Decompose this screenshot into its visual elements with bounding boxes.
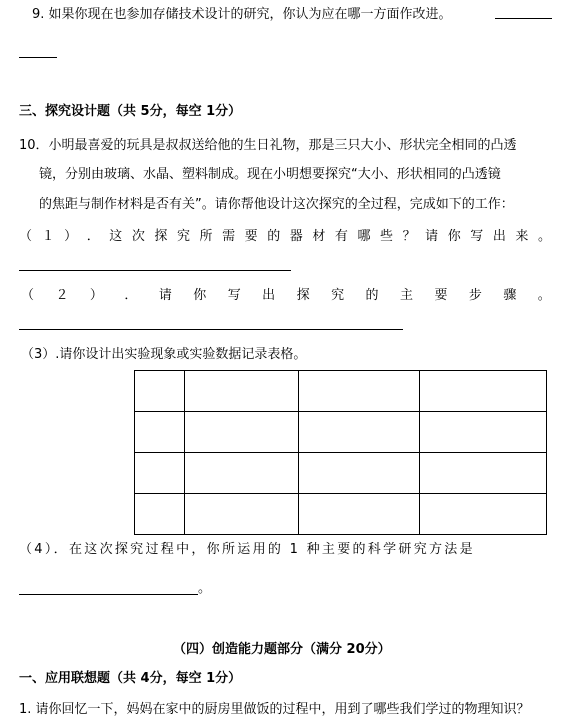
sub1-char: 要	[244, 229, 258, 244]
table-cell[interactable]	[135, 494, 185, 535]
table-row	[135, 453, 547, 494]
table-cell[interactable]	[420, 371, 547, 412]
table-cell[interactable]	[420, 494, 547, 535]
question-1-text: 1. 请你回忆一下，妈妈在家中的厨房里做饭的过程中，用到了哪些我们学过的物理知识？	[19, 702, 530, 717]
question-10-part-4: （4）．在这次探究过程中，你所运用的 1 种主要的科学研究方法是	[19, 542, 475, 557]
table-cell[interactable]	[299, 453, 420, 494]
sub1-char: 需	[222, 229, 236, 244]
table-cell[interactable]	[185, 453, 299, 494]
table-row	[135, 494, 547, 535]
sub2-char: 请	[158, 288, 172, 303]
table-cell[interactable]	[299, 371, 420, 412]
sub2-char: 骤	[503, 288, 517, 303]
sub1-char: （	[19, 229, 33, 244]
sub2-char: 步	[468, 288, 482, 303]
table-cell[interactable]	[420, 453, 547, 494]
sub1-char: 究	[176, 229, 190, 244]
sub2-char: 。	[537, 288, 551, 303]
application-section-heading: 一、应用联想题（共 4分，每空 1分）	[19, 671, 242, 686]
sub1-char: 请	[425, 229, 439, 244]
question-10-part-2	[21, 288, 551, 304]
sub1-char: 。	[537, 229, 551, 244]
question-10-line-3: 的焦距与制作材料是否有关”。请你帮他设计这次探究的全过程，完成如下的工作：	[39, 197, 514, 212]
sub2-char: 究	[331, 288, 345, 303]
sub1-char: 探	[154, 229, 168, 244]
sub1-char: 你	[447, 229, 461, 244]
sub2-char: 出	[262, 288, 276, 303]
answer-blank-q9-a[interactable]	[495, 18, 552, 19]
sub1-char: 次	[131, 229, 145, 244]
sub1-char: 有	[334, 229, 348, 244]
sub1-char: 哪	[357, 229, 371, 244]
sub1-char: １	[41, 229, 55, 244]
sub1-char: 的	[267, 229, 281, 244]
table-cell[interactable]	[299, 412, 420, 453]
sub1-char: ？	[402, 229, 416, 244]
table-cell[interactable]	[135, 412, 185, 453]
sub1-char: ．	[86, 229, 100, 244]
sub2-char: ２	[55, 288, 69, 303]
table-cell[interactable]	[185, 494, 299, 535]
table-cell[interactable]	[135, 453, 185, 494]
sub1-char: 出	[492, 229, 506, 244]
question-10-part-1	[19, 229, 551, 245]
answer-blank-part-4[interactable]	[19, 594, 198, 595]
table-row	[135, 371, 547, 412]
answer-blank-part-1[interactable]	[19, 270, 291, 271]
question-10-line-2: 镜，分别由玻璃、水晶、塑料制成。现在小明想要探究“大小、形状相同的凸透镜	[39, 167, 501, 182]
table-cell[interactable]	[299, 494, 420, 535]
sub2-char: 探	[296, 288, 310, 303]
section-4-heading: （四）创造能力题部分（满分 20分）	[173, 642, 391, 657]
part-4-period: 。	[198, 581, 212, 596]
sub2-char: 主	[399, 288, 413, 303]
question-9-text: 9. 如果你现在也参加存储技术设计的研究，你认为应在哪一方面作改进。	[32, 7, 452, 22]
sub2-char: 要	[434, 288, 448, 303]
sub2-char: ．	[124, 288, 138, 303]
table-cell[interactable]	[420, 412, 547, 453]
sub1-char: 写	[470, 229, 484, 244]
sub1-char: 器	[289, 229, 303, 244]
sub2-char: 的	[365, 288, 379, 303]
sub2-char: ）	[89, 288, 103, 303]
table-row	[135, 412, 547, 453]
record-table	[134, 370, 547, 535]
sub2-char: （	[21, 288, 35, 303]
sub1-char: ）	[64, 229, 78, 244]
sub1-char: 这	[109, 229, 123, 244]
table-cell[interactable]	[135, 371, 185, 412]
question-10-part-3: （3）.请你设计出实验现象或实验数据记录表格。	[21, 347, 307, 362]
answer-blank-q9-b[interactable]	[19, 57, 57, 58]
sub1-char: 些	[380, 229, 394, 244]
answer-blank-part-2[interactable]	[19, 329, 403, 330]
table-cell[interactable]	[185, 371, 299, 412]
sub1-char: 所	[199, 229, 213, 244]
section-3-heading: 三、探究设计题（共 5分，每空 1分）	[19, 104, 242, 119]
question-10-line-1: 10．小明最喜爱的玩具是叔叔送给他的生日礼物，那是三只大小、形状完全相同的凸透	[19, 138, 517, 153]
sub1-char: 材	[312, 229, 326, 244]
sub2-char: 写	[227, 288, 241, 303]
sub2-char: 你	[193, 288, 207, 303]
table-cell[interactable]	[185, 412, 299, 453]
sub1-char: 来	[515, 229, 529, 244]
